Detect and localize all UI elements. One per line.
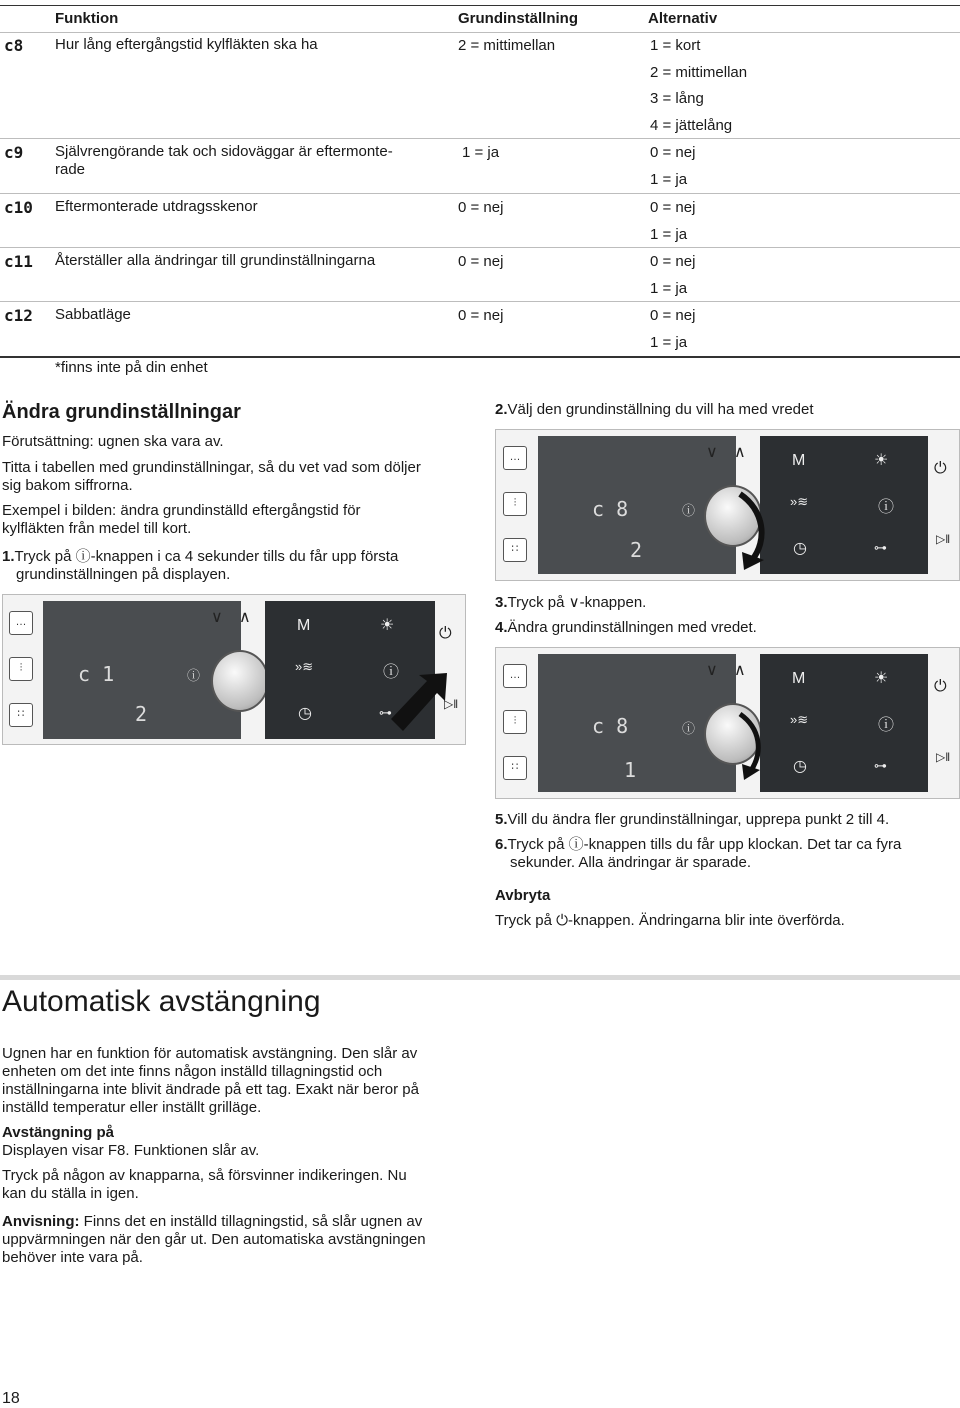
table-row (0, 138, 960, 193)
row-default: 0 = nej (458, 307, 504, 324)
clock-icon: ◷ (793, 540, 807, 557)
chevron-up-icon: ∧ (734, 444, 746, 461)
step-text: Ändra grundinställningen med vredet. (507, 619, 757, 636)
row-alt: 3 = lång (650, 90, 704, 107)
info-icon: ⓘ (878, 499, 895, 516)
row-alt: 2 = mittimellan (650, 64, 748, 81)
display-top: c 8 (592, 497, 629, 521)
row-alt: 1 = kort (650, 37, 701, 54)
light-icon: ☀ (874, 452, 889, 469)
display-bottom: 2 (630, 538, 643, 562)
key-lock-icon: ⊶ (874, 540, 887, 555)
fan-button-icon: ∷ (503, 538, 527, 562)
table-row (0, 247, 960, 301)
header-function: Funktion (55, 10, 119, 27)
start-pause-icon: ▷‖ (936, 750, 951, 764)
tools-button-icon: ⫶ (503, 710, 527, 734)
step-number: 2. (495, 401, 508, 418)
step-6 (495, 836, 901, 854)
step-1 (2, 548, 398, 566)
power-icon: ⏻ (934, 678, 947, 695)
section-title: Automatisk avstängning (2, 985, 321, 1018)
control-area (760, 436, 928, 574)
row-default: 1 = ja (462, 144, 500, 161)
chevron-down-icon: ∨ (706, 444, 718, 461)
row-function: rade (55, 161, 86, 178)
table-row (0, 301, 960, 358)
prerequisite: Förutsättning: ugnen ska vara av. (2, 433, 224, 450)
note (2, 1213, 422, 1231)
step-text: Vill du ändra fler grundinställningar, upprepa punkt 2 till 4. (507, 811, 890, 828)
paragraph: Ugnen har en funktion för automatisk avstängning. Den slår av (2, 1045, 418, 1062)
row-default: 0 = nej (458, 253, 504, 270)
row-function: Eftermonterade utdragsskenor (55, 198, 258, 215)
paragraph: Displayen visar F8. Funktionen slår av. (2, 1142, 260, 1159)
step-number: 3. (495, 594, 508, 611)
mode-icon: M (792, 452, 806, 469)
key-lock-icon: ⊶ (874, 758, 887, 773)
cancel-title: Avbryta (495, 887, 551, 904)
section-title: Ändra grundinställningar (2, 401, 241, 423)
paragraph: kan du ställa in igen. (2, 1185, 139, 1202)
start-pause-icon: ▷‖ (936, 532, 951, 546)
step-text: Tryck på ⓘ-knappen i ca 4 sekunder tills du får upp första (14, 548, 399, 565)
paragraph: kylfläkten från medel till kort. (2, 520, 192, 537)
fan-button-icon: ∷ (9, 703, 33, 727)
control-panel (495, 647, 960, 799)
row-alt: 1 = ja (650, 171, 688, 188)
row-code: c8 (4, 36, 24, 55)
note-text: Finns det en inställd tillagningstid, så slår ugnen av (79, 1213, 423, 1230)
note-label: Anvisning: (2, 1213, 80, 1230)
start-pause-icon: ▷‖ (444, 697, 459, 711)
rotate-arrow-icon (736, 710, 770, 780)
row-alt: 1 = ja (650, 334, 688, 351)
control-panel (2, 594, 466, 745)
row-code: c11 (4, 252, 33, 271)
row-code: c12 (4, 306, 33, 325)
paragraph: sig bakom siffrorna. (2, 477, 133, 494)
table-row (0, 193, 960, 247)
row-alt: 0 = nej (650, 307, 696, 324)
power-icon: ⏻ (439, 625, 452, 642)
step-5 (495, 811, 889, 829)
fan-button-icon: ∷ (503, 756, 527, 780)
step-text: Tryck på ∨-knappen. (507, 594, 647, 611)
row-alt: 0 = nej (650, 199, 696, 216)
rotary-knob[interactable] (211, 650, 269, 712)
paragraph: enheten om det inte finns någon inställd tillagningstid och (2, 1063, 383, 1080)
step-1-cont: grundinställningen på displayen. (16, 566, 231, 583)
row-alt: 1 = ja (650, 226, 688, 243)
info-indicator-icon: ⓘ (682, 503, 696, 518)
row-alt: 0 = nej (650, 253, 696, 270)
step-number: 4. (495, 619, 508, 636)
section-divider (0, 975, 960, 980)
paragraph: Exempel i bilden: ändra grundinställd eftergångstid för (2, 502, 361, 519)
chevron-up-icon: ∧ (734, 662, 746, 679)
display-top: c 8 (592, 714, 629, 738)
info-icon: ⓘ (383, 664, 400, 681)
mode-icon: M (792, 670, 806, 687)
row-function: Återställer alla ändringar till grundinställningarna (55, 252, 376, 269)
header-default: Grundinställning (458, 10, 578, 27)
paragraph: inställningarna inte blivit ändrade på ett tag. Exakt när beror på (2, 1081, 419, 1098)
step-number: 6. (495, 836, 508, 853)
row-alt: 1 = ja (650, 280, 688, 297)
info-indicator-icon: ⓘ (682, 721, 696, 736)
display-bottom: 1 (624, 758, 637, 782)
display-top: c 1 (78, 662, 115, 686)
row-code: c10 (4, 198, 33, 217)
step-2 (495, 401, 814, 419)
menu-button-icon: … (9, 611, 33, 635)
header-alternative: Alternativ (648, 10, 718, 27)
power-icon: ⏻ (934, 460, 947, 477)
paragraph: inställd temperatur eller inställt grilläge. (2, 1099, 262, 1116)
note-cont: behöver inte vara på. (2, 1249, 143, 1266)
table-footnote: *finns inte på din enhet (55, 359, 208, 376)
chevron-down-icon: ∨ (211, 609, 223, 626)
mode-icon: M (297, 617, 311, 634)
step-3 (495, 594, 646, 612)
rapid-heat-icon: »≋ (790, 494, 809, 509)
row-alt: 4 = jättelång (650, 117, 733, 134)
rapid-heat-icon: »≋ (790, 712, 809, 727)
clock-icon: ◷ (298, 705, 312, 722)
row-alt: 0 = nej (650, 144, 696, 161)
paragraph: Titta i tabellen med grundinställningar, så du vet vad som döljer (2, 459, 421, 476)
tools-button-icon: ⫶ (503, 492, 527, 516)
row-code: c9 (4, 143, 24, 162)
step-text: Tryck på ⓘ-knappen tills du får upp klockan. Det tar ca fyra (507, 836, 902, 853)
page-number: 18 (2, 1390, 20, 1407)
subsection-title: Avstängning på (2, 1124, 114, 1141)
chevron-up-icon: ∧ (239, 609, 251, 626)
control-panel (495, 429, 960, 581)
table-header (0, 5, 960, 33)
row-default: 0 = nej (458, 199, 504, 216)
step-4 (495, 619, 757, 637)
row-function: Självrengörande tak och sidoväggar är eftermonte- (55, 143, 393, 160)
control-area (760, 654, 928, 792)
chevron-down-icon: ∨ (706, 662, 718, 679)
row-default: 2 = mittimellan (458, 37, 556, 54)
display-bottom: 2 (135, 702, 148, 726)
light-icon: ☀ (380, 617, 395, 634)
cancel-text: Tryck på ⏻-knappen. Ändringarna blir inte överförda. (495, 912, 845, 929)
press-arrow-icon (389, 671, 453, 733)
note-cont: uppvärmningen när den går ut. Den automatiska avstängningen (2, 1231, 426, 1248)
rapid-heat-icon: »≋ (295, 659, 314, 674)
step-number: 1. (2, 548, 15, 565)
key-lock-icon: ⊶ (379, 705, 392, 720)
row-function: Hur lång eftergångstid kylfläkten ska ha (55, 36, 318, 53)
row-function: Sabbatläge (55, 306, 131, 323)
rotate-arrow-icon (734, 490, 774, 570)
menu-button-icon: … (503, 664, 527, 688)
tools-button-icon: ⫶ (9, 657, 33, 681)
step-text: Välj den grundinställning du vill ha med vredet (507, 401, 814, 418)
info-icon: ⓘ (878, 717, 895, 734)
info-indicator-icon: ⓘ (187, 668, 201, 683)
step-6-cont: sekunder. Alla ändringar är sparade. (510, 854, 751, 871)
paragraph: Tryck på någon av knapparna, så försvinner indikeringen. Nu (2, 1167, 407, 1184)
menu-button-icon: … (503, 446, 527, 470)
clock-icon: ◷ (793, 758, 807, 775)
table-row (0, 32, 960, 138)
step-number: 5. (495, 811, 508, 828)
light-icon: ☀ (874, 670, 889, 687)
